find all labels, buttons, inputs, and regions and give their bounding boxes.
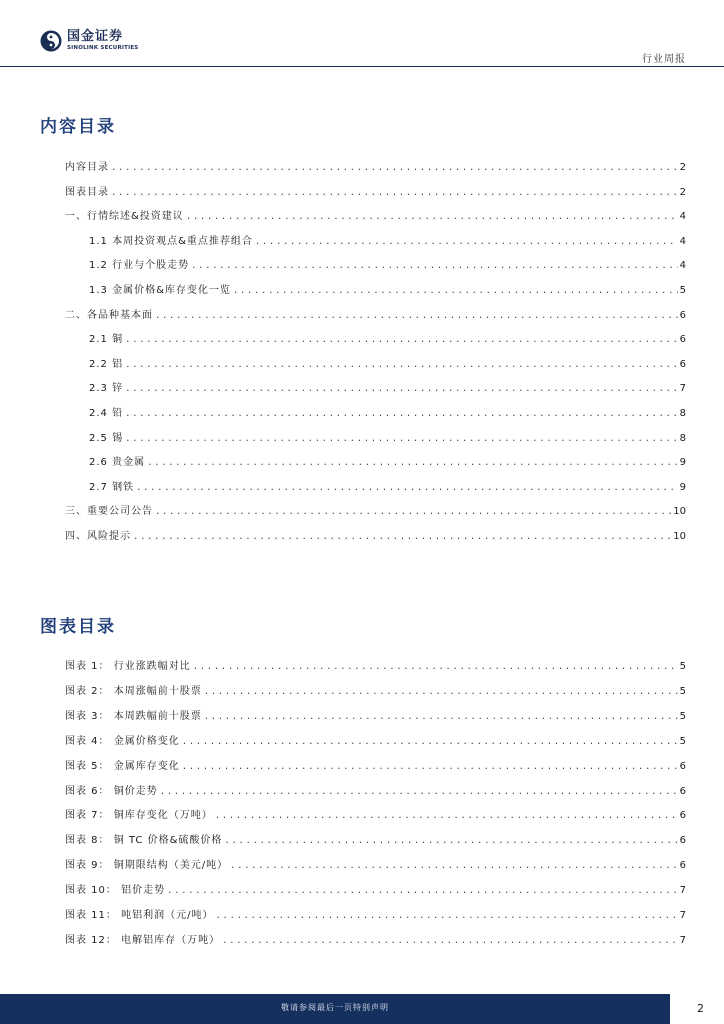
- dot-leader: [193, 660, 678, 674]
- toc-entry-page: 6: [679, 785, 686, 797]
- header-divider: [0, 66, 724, 67]
- dot-leader: [160, 785, 678, 799]
- dot-leader: [191, 259, 678, 273]
- dot-leader: [125, 407, 678, 421]
- toc-entry-page: 6: [679, 358, 686, 370]
- toc-entry-label: 1.1 本周投资观点&重点推荐组合: [89, 235, 253, 247]
- dot-leader: [125, 333, 678, 347]
- toc-entry-page: 5: [679, 710, 686, 722]
- dot-leader: [111, 161, 678, 175]
- dot-leader: [147, 456, 678, 470]
- toc-heading: 内容目录: [40, 117, 116, 137]
- toc-entry[interactable]: [65, 505, 686, 519]
- toc-entry-page: 2: [679, 186, 686, 198]
- toc-entry-label: 图表 3： 本周跌幅前十股票: [65, 710, 202, 722]
- toc-entry[interactable]: [65, 186, 686, 200]
- toc-entry-page: 7: [679, 934, 686, 946]
- logo-chinese-name: 国金证券: [67, 29, 124, 44]
- dot-leader: [215, 909, 677, 923]
- dot-leader: [111, 186, 678, 200]
- toc-entry-label: 图表目录: [65, 186, 109, 198]
- toc-entry[interactable]: [65, 161, 686, 175]
- toc-entry-page: 8: [679, 408, 686, 419]
- toc-entry-page: 6: [679, 309, 686, 321]
- toc-entry-label: 二、各品种基本面: [65, 309, 153, 321]
- toc-entry-page: 6: [679, 810, 686, 822]
- toc-entry[interactable]: [89, 284, 686, 298]
- sinolink-logo-icon: [40, 30, 62, 52]
- toc-entry[interactable]: [89, 235, 686, 249]
- toc-entry[interactable]: [65, 760, 686, 774]
- disclaimer-note: 敬请参阅最后一页特别声明: [281, 1003, 389, 1012]
- dot-leader: [167, 884, 678, 898]
- toc-entry-label: 2.2 铝: [89, 358, 124, 370]
- toc-entry[interactable]: [65, 785, 686, 799]
- toc-entry[interactable]: [65, 309, 686, 323]
- toc-entry[interactable]: [65, 735, 686, 749]
- toc-entry-label: 图表 6： 铜价走势: [65, 785, 158, 797]
- toc-entry[interactable]: [65, 809, 686, 823]
- toc-entry[interactable]: [89, 382, 686, 396]
- dot-leader: [155, 505, 671, 519]
- toc-entry[interactable]: [89, 358, 686, 372]
- toc-entry-label: 图表 11： 吨铝利润（元/吨）: [65, 910, 214, 921]
- toc-entry[interactable]: [65, 530, 686, 544]
- dot-leader: [133, 530, 671, 544]
- toc-entry-page: 6: [679, 835, 686, 847]
- toc-entry-label: 2.3 锌: [89, 383, 124, 395]
- dot-leader: [230, 859, 678, 873]
- toc-entry-page: 10: [673, 531, 686, 542]
- dot-leader: [155, 309, 678, 323]
- dot-leader: [186, 210, 678, 224]
- toc-entry[interactable]: [65, 685, 686, 699]
- toc-entry-label: 2.6 贵金属: [89, 457, 146, 469]
- toc-entry-label: 三、重要公司公告: [65, 506, 153, 518]
- toc-entry-label: 1.3 金属价格&库存变化一览: [89, 285, 231, 296]
- toc-entry-page: 9: [679, 457, 686, 469]
- toc-entry-page: 4: [679, 260, 686, 272]
- toc-entry-label: 图表 2： 本周涨幅前十股票: [65, 685, 202, 697]
- toc-entry[interactable]: [65, 909, 686, 923]
- toc-entry-label: 图表 9： 铜期限结构（美元/吨）: [65, 860, 229, 872]
- toc-entry[interactable]: [65, 884, 686, 898]
- dot-leader: [215, 809, 678, 823]
- dot-leader: [255, 235, 678, 249]
- toc-entry-label: 图表 12： 电解铝库存（万吨）: [65, 934, 221, 946]
- toc-entry-label: 内容目录: [65, 162, 109, 173]
- toc-entry[interactable]: [65, 660, 686, 674]
- toc-entry[interactable]: [89, 333, 686, 347]
- toc-entry-label: 一、行情综述&投资建议: [65, 211, 184, 223]
- dot-leader: [204, 710, 678, 724]
- toc-entry-page: 4: [679, 235, 686, 247]
- toc-entry[interactable]: [89, 407, 686, 421]
- toc-entry-label: 图表 4： 金属价格变化: [65, 735, 180, 747]
- dot-leader: [204, 685, 678, 699]
- toc-entry-label: 2.7 钢铁: [89, 481, 135, 493]
- dot-leader: [182, 760, 678, 774]
- toc-entry-page: 5: [679, 661, 686, 672]
- toc-entry-label: 四、风险提示: [65, 531, 131, 542]
- toc-entry-label: 图表 8： 铜 TC 价格&硫酸价格: [65, 835, 223, 847]
- toc-entry-label: 1.2 行业与个股走势: [89, 260, 190, 272]
- report-type-label: 行业周报: [642, 54, 686, 65]
- page-number: 2: [697, 1002, 704, 1015]
- dot-leader: [125, 358, 678, 372]
- toc-entry-label: 2.5 锡: [89, 432, 124, 444]
- page-header: [0, 0, 724, 70]
- sinolink-logo: [40, 30, 138, 52]
- toc-entry-page: 8: [679, 432, 686, 444]
- toc-entry-page: 7: [679, 383, 686, 395]
- toc-entry[interactable]: [65, 834, 686, 848]
- toc-entry-page: 7: [679, 885, 686, 897]
- toc-entry-page: 6: [679, 334, 686, 346]
- toc-entry-page: 4: [679, 211, 686, 223]
- toc-entry-label: 2.4 铅: [89, 408, 124, 419]
- figures-heading: 图表目录: [40, 617, 116, 637]
- dot-leader: [222, 934, 678, 948]
- dot-leader: [182, 735, 678, 749]
- toc-entry-label: 图表 1： 行业涨跌幅对比: [65, 661, 191, 672]
- toc-entry-label: 图表 7： 铜库存变化（万吨）: [65, 810, 213, 822]
- toc-entry-page: 5: [679, 685, 686, 697]
- dot-leader: [233, 284, 678, 298]
- dot-leader: [125, 382, 678, 396]
- toc-entry-page: 5: [679, 735, 686, 747]
- toc-entry[interactable]: [89, 432, 686, 446]
- toc-entry[interactable]: [65, 934, 686, 948]
- toc-entry[interactable]: [89, 259, 686, 273]
- toc-entry[interactable]: [65, 710, 686, 724]
- logo-english-name: SINOLINK SECURITIES: [67, 45, 139, 51]
- toc-entry[interactable]: [89, 481, 686, 495]
- toc-entry-label: 图表 10： 铝价走势: [65, 885, 166, 897]
- toc-entry-page: 7: [679, 910, 686, 921]
- toc-entry-page: 6: [679, 760, 686, 772]
- toc-entry-page: 2: [679, 162, 686, 173]
- toc-entry[interactable]: [65, 210, 686, 224]
- toc-entry-label: 2.1 铜: [89, 334, 124, 346]
- toc-entry-label: 图表 5： 金属库存变化: [65, 760, 180, 772]
- toc-entry-page: 9: [679, 481, 686, 493]
- page-footer: [0, 994, 724, 1024]
- dot-leader: [136, 481, 678, 495]
- dot-leader: [125, 432, 678, 446]
- toc-entry[interactable]: [89, 456, 686, 470]
- toc-entry[interactable]: [65, 859, 686, 873]
- toc-entry-page: 10: [673, 506, 686, 518]
- toc-entry-page: 5: [679, 285, 686, 296]
- toc-entry-page: 6: [679, 860, 686, 872]
- dot-leader: [224, 834, 677, 848]
